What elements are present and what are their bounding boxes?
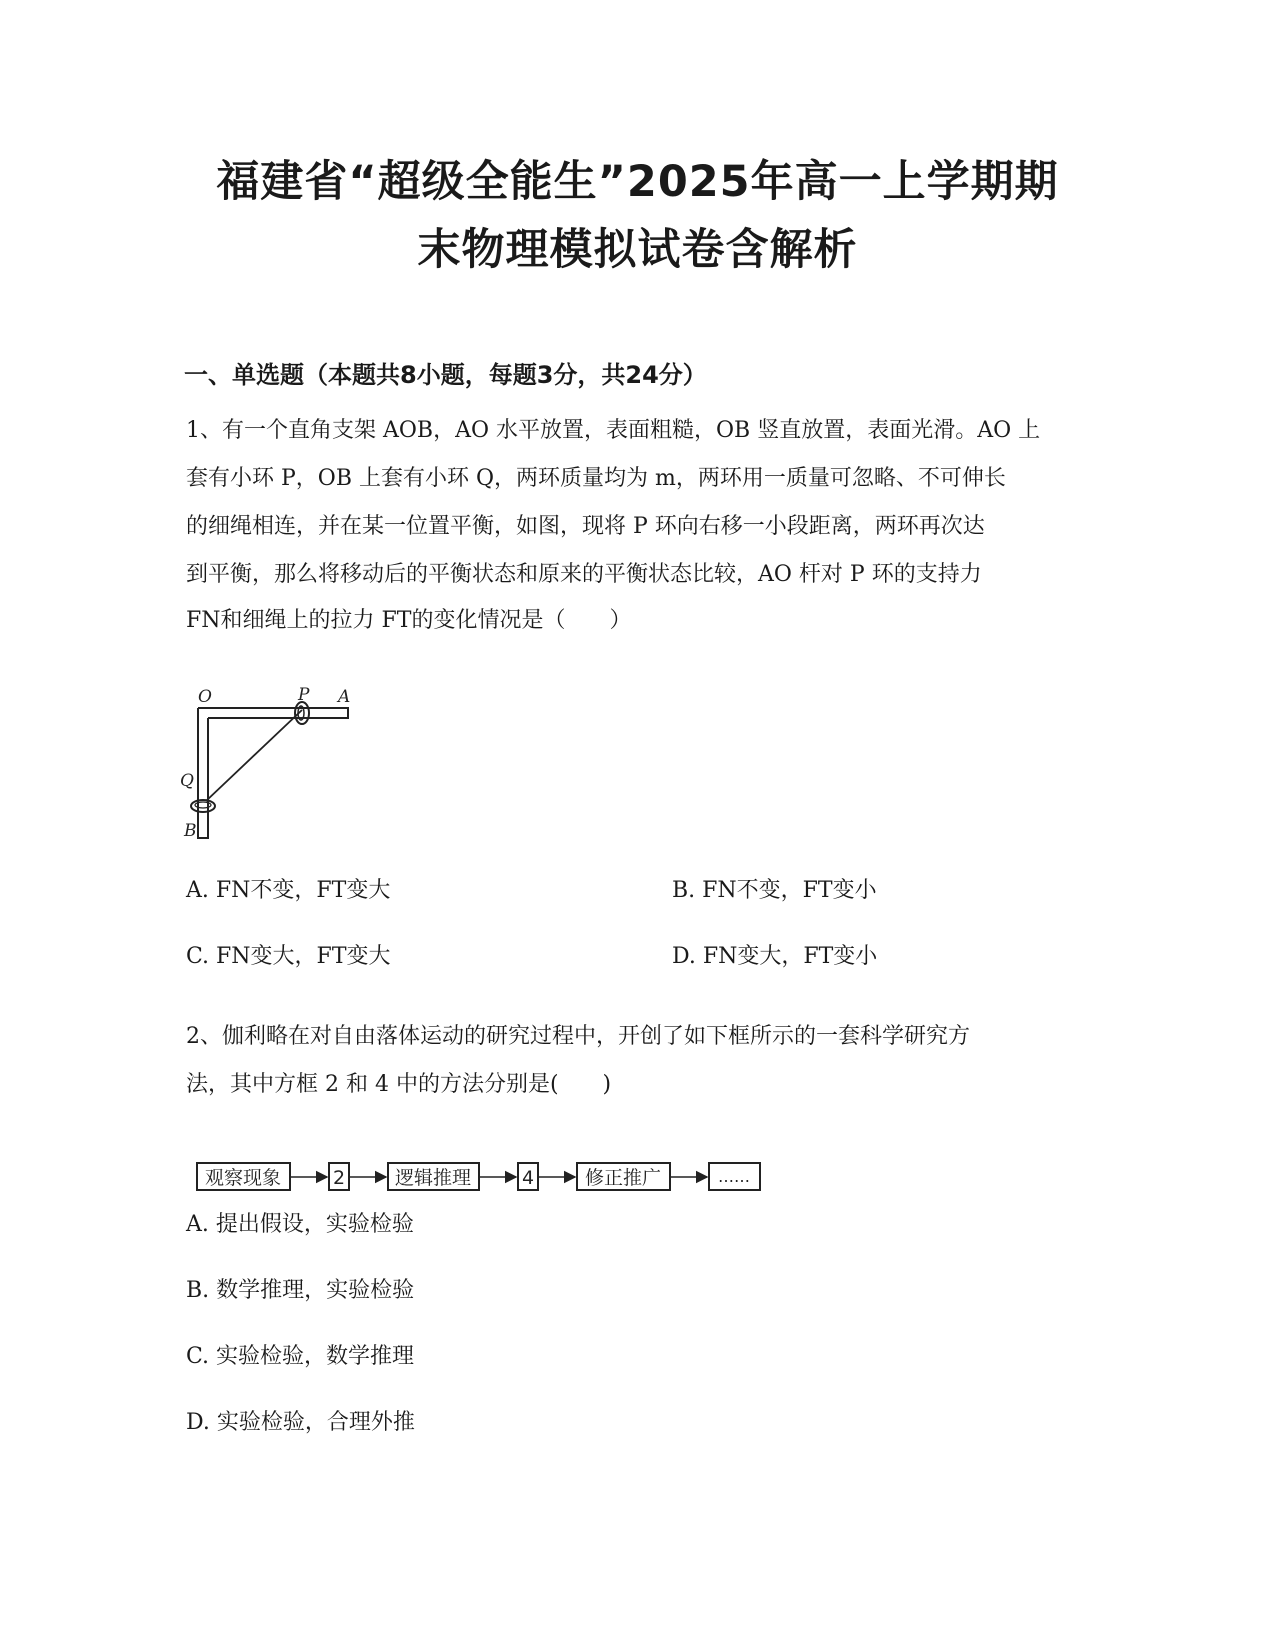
q2-option-c[interactable]: C. 实验检验，数学推理 xyxy=(186,1344,415,1369)
document-title-line-1: 福建省“超级全能生”2025年高一上学期期 xyxy=(216,157,1059,207)
q2-line-2: 法，其中方框 2 和 4 中的方法分别是( ) xyxy=(186,1072,612,1097)
flow-label-more: …… xyxy=(718,1167,750,1186)
document-title-line-2: 末物理模拟试卷含解析 xyxy=(417,225,858,275)
flow-label-2: 2 xyxy=(332,1167,346,1189)
label-Q: Q xyxy=(180,771,194,791)
q1-option-c[interactable]: C. FN变大，FT变大 xyxy=(186,944,391,969)
flow-label-reasoning: 逻辑推理 xyxy=(394,1167,472,1189)
q1-option-d[interactable]: D. FN变大，FT变小 xyxy=(672,944,878,969)
flow-label-4: 4 xyxy=(521,1167,535,1189)
q1-line-2: 套有小环 P，OB 上套有小环 Q，两环质量均为 m，两环用一质量可忽略、不可伸长 xyxy=(186,466,1006,491)
q1-line-5: FN和细绳上的拉力 FT的变化情况是（ ） xyxy=(186,608,632,633)
label-O: O xyxy=(198,687,212,707)
q2-line-1: 2、伽利略在对自由落体运动的研究过程中，开创了如下框所示的一套科学研究方 xyxy=(186,1024,970,1049)
flow-label-revise: 修正推广 xyxy=(584,1167,662,1189)
q1-bracket-figure xyxy=(180,686,380,866)
label-B: B xyxy=(184,821,197,841)
q1-line-1: 1、有一个直角支架 AOB，AO 水平放置，表面粗糙，OB 竖直放置，表面光滑。AO 上 xyxy=(186,418,1041,443)
section-heading: 一、单选题（本题共8小题，每题3分，共24分） xyxy=(184,361,707,389)
flow-label-observe: 观察现象 xyxy=(204,1167,282,1189)
q1-option-b[interactable]: B. FN不变，FT变小 xyxy=(672,878,877,903)
q2-option-a[interactable]: A. 提出假设，实验检验 xyxy=(186,1212,414,1237)
label-A: A xyxy=(338,687,351,707)
q2-option-b[interactable]: B. 数学推理，实验检验 xyxy=(186,1278,415,1303)
q1-line-4: 到平衡，那么将移动后的平衡状态和原来的平衡状态比较，AO 杆对 P 环的支持力 xyxy=(186,562,982,587)
q2-method-flowchart xyxy=(196,1160,776,1194)
q1-line-3: 的细绳相连，并在某一位置平衡，如图，现将 P 环向右移一小段距离，两环再次达 xyxy=(186,514,985,539)
q2-option-d[interactable]: D. 实验检验，合理外推 xyxy=(186,1410,415,1435)
label-P: P xyxy=(298,686,310,705)
q1-option-a[interactable]: A. FN不变，FT变大 xyxy=(186,878,391,903)
